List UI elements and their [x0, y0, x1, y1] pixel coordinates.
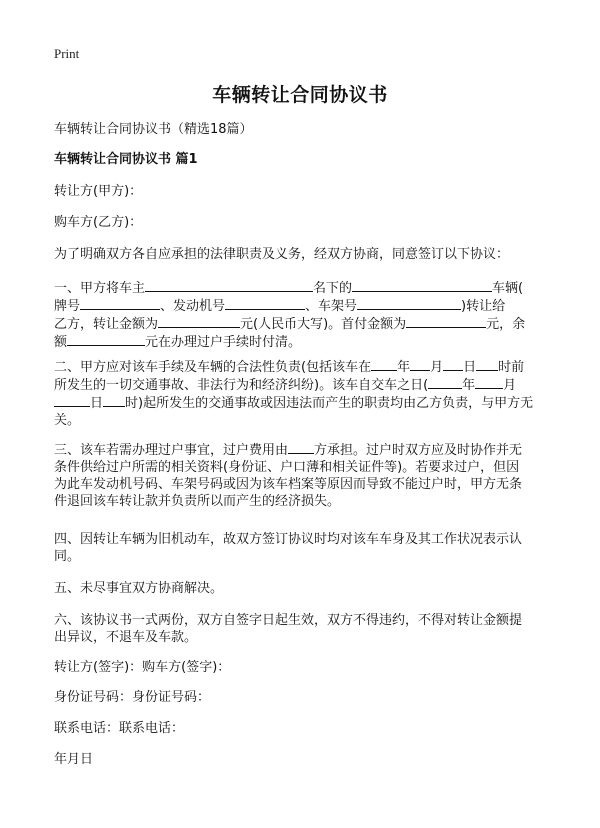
phone-line: 联系电话：联系电话：: [54, 721, 185, 736]
blank-field: [288, 441, 314, 454]
clause-3: [54, 441, 554, 510]
clause-6-line-2: 出异议，不退车及车款。: [54, 630, 198, 645]
clause-1-line-4: 额 元在办理过户手续时付清。: [54, 335, 302, 350]
blank-field: [80, 297, 160, 310]
signature-line: 转让方(签字)：购车方(签字)：: [54, 660, 231, 675]
blank-field: [158, 315, 240, 328]
clause-2-line-3: 日 时)起所发生的交通事故或因违法而产生的职责均由乙方负责，与甲方无: [54, 394, 554, 412]
blank-field: [54, 394, 90, 407]
blank-field: [371, 358, 397, 371]
clause-6: [54, 612, 554, 646]
clause-2-line-2: 所发生的一切交通事故、非法行为和经济纠纷)。该车自交车之日( 年 月: [54, 378, 517, 393]
clause-1-line-3: 乙方，转让金额为 元(人民币大写)。首付金额为 元，余: [54, 317, 526, 332]
blank-field: [475, 376, 503, 389]
clause-4-line-1: 四、因转让车辆为旧机动车，故双方签订协议时均对该车车身及其工作状况表示认: [54, 532, 523, 547]
intro-paragraph: 为了明确双方各自应承担的法律职责及义务，经双方协商，同意签订以下协议：: [54, 247, 510, 262]
id-number-line: 身份证号码：身份证号码：: [54, 690, 211, 705]
document-subtitle: 车辆转让合同协议书（精选18篇）: [54, 122, 253, 137]
blank-field: [145, 279, 313, 292]
clause-5: 五、未尽事宜双方协商解决。: [54, 581, 224, 596]
clause-4-line-2: 同。: [54, 549, 81, 564]
section-heading: 车辆转让合同协议书 篇1: [54, 152, 198, 167]
document-title: 车辆转让合同协议书: [212, 84, 388, 106]
buyer-line: 购车方(乙方)：: [54, 215, 143, 230]
transferor-line: 转让方(甲方)：: [54, 184, 143, 199]
clause-3-line-1: 三、该车若需办理过户事宜，过户费用由 方承担。过户时双方应及时协作并无: [54, 443, 523, 458]
clause-1-line-2: 牌号 、发动机号 、车架号 )转让给: [54, 299, 506, 314]
blank-field: [103, 394, 125, 407]
blank-field: [476, 358, 498, 371]
clause-2: [54, 358, 554, 429]
blank-field: [352, 279, 492, 292]
blank-field: [410, 358, 430, 371]
blank-field: [443, 358, 463, 371]
clause-6-line-1: 六、该协议书一式两份，双方自签字日起生效，双方不得违约，不得对转让金额提: [54, 613, 523, 628]
print-label: Print: [54, 46, 80, 61]
date-line: 年月日: [54, 752, 94, 767]
clause-4: [54, 531, 554, 565]
blank-field: [406, 315, 486, 328]
blank-field: [428, 376, 462, 389]
blank-field: [225, 297, 305, 310]
blank-field: [357, 297, 461, 310]
blank-field: [67, 333, 145, 346]
clause-3-line-3: 为此车发动机号码、车架号码或因为该车档案等原因而导致不能过户时，甲方无条: [54, 477, 523, 492]
clause-2-line-4: 关。: [54, 413, 81, 428]
clause-2-line-1: 二、甲方应对该车手续及车辆的合法性负责(包括该车在 年 月 日 时前: [54, 360, 525, 375]
clause-1: [54, 279, 554, 351]
clause-1-line-1: 一、甲方将车主 名下的 车辆(: [54, 281, 524, 296]
clause-3-line-4: 件退回该车转让款并负责所以而产生的经济损失。: [54, 494, 341, 509]
clause-3-line-2: 条件供给过户所需的相关资料(身份证、户口薄和相关证件等)。若要求过户，但因: [54, 460, 520, 475]
